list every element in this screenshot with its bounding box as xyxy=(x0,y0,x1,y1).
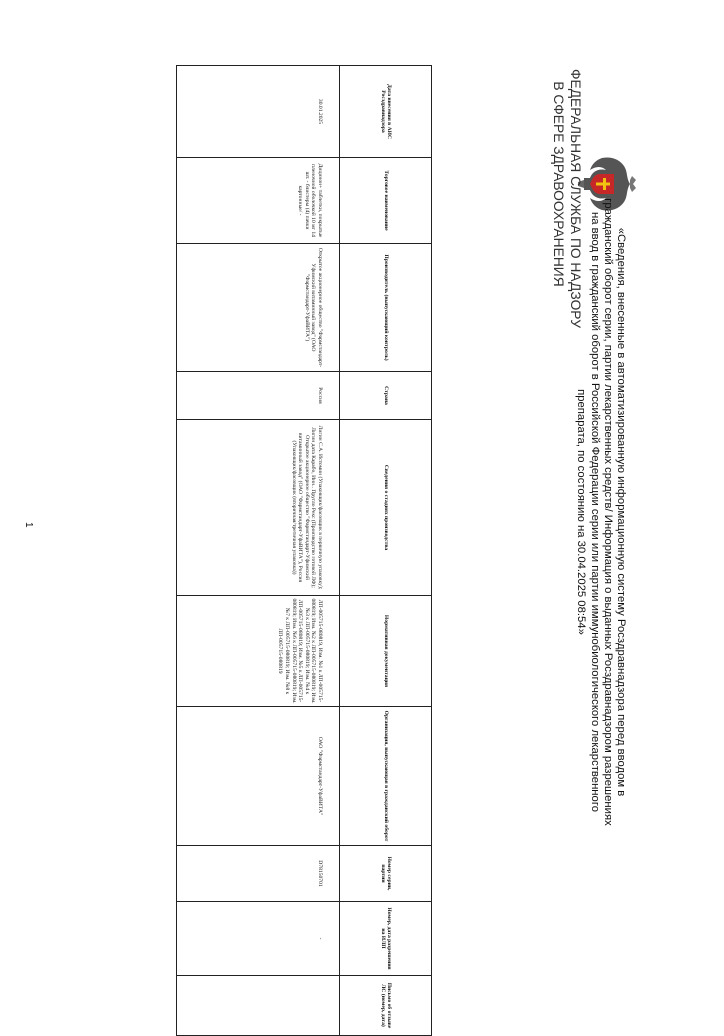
cell-date: 30.01.2025 xyxy=(177,66,340,158)
page-number: 1 xyxy=(23,522,34,528)
agency-name-line2: В СФЕРЕ ЗДРАВООХРАНЕНИЯ xyxy=(551,81,566,287)
cell-production-stages: Лигин С.А. Истомин (Упаковщик/фасовщик в первичную упаковку); Лигин дата Карабо, Инн.. Пругло Рекс (Производство готовой ЛФ); Открытое акционерное общество "Фармстандарт-Уфимский витаминный завод" (ОАО "Фармстандарт-УфаВИТА"), Россия (Упаковщик/фасовщик (вторичная/третичная упаковка)) xyxy=(177,420,340,596)
column-header: Сведения о стадиях производства xyxy=(340,420,432,596)
column-header: Письмо об отзыве ЛС (номер, дата) xyxy=(340,976,432,1036)
batch-table xyxy=(176,65,432,1036)
title-line4: препарата, по состоянию на 30.04.2025 08:54» xyxy=(575,389,588,635)
column-header: Торговое наименование xyxy=(340,158,432,244)
cell-organization: ОАО "Фармстандарт-УфаВИТА" xyxy=(177,707,340,846)
column-header: Нормативная документация xyxy=(340,596,432,707)
column-header: Номер серии, партии xyxy=(340,846,432,902)
title-line1: «Сведения, внесенные в автоматизированную информационную систему Росздравнадзора перед вводом в xyxy=(615,227,627,797)
cell-recall-letter xyxy=(177,976,340,1036)
column-header: Страна xyxy=(340,372,432,420)
table-header-row xyxy=(340,66,432,1036)
title-line2: гражданский оборот серии, партии лекарственных средств/ Информация о выданных Росздравнадзором разрешениях xyxy=(601,198,614,826)
cell-permit: - xyxy=(177,902,340,976)
cell-normative-docs: ЛП-005715-080819, Изм. №1 к ЛП-005715-080819; Изм. №2 к ЛП-005715-080819; Изм. №3 к ЛП-005715-080819; Изм. №4 к ЛП-005715-080819; Изм. №5 к ЛП-005715-080819; Изм. №6 к ЛП-005715-080819; Изм. №7 к ЛП-005715-080819; Изм. №8 к ЛП-005715-080819 xyxy=(177,596,340,707)
agency-name-line1: ФЕДЕРАЛЬНАЯ СЛУЖБА ПО НАДЗОРУ xyxy=(568,69,583,328)
column-header: Организация, выпускающая в гражданский оборот xyxy=(340,707,432,846)
document-title xyxy=(574,0,627,1024)
cell-country: Россия xyxy=(177,372,340,420)
title-line3: на ввод в гражданский оборот в Российской Федерации серии или партии иммунобиологического лекарственного xyxy=(588,211,601,812)
cell-manufacturer: Открытое акционерное общество "Фармстандарт-Уфимский витаминный завод" (ОАО "Фармстандарт-УфаВИТА") xyxy=(177,244,340,372)
cell-trade-name: Дицинон+ таблетки, покрытые пленочной оболочкой 10 мг 14 шт. - блистеры (4) пачки картонные/ - xyxy=(177,158,340,244)
column-header: Дата внесения в АИС Росздравнадзора xyxy=(340,66,432,158)
table-row xyxy=(177,66,340,1036)
cell-batch-number: D78150701 xyxy=(177,846,340,902)
column-header: Производитель (выпускающий контроль) xyxy=(340,244,432,372)
column-header: Номер, дата разрешения на ИЛП xyxy=(340,902,432,976)
